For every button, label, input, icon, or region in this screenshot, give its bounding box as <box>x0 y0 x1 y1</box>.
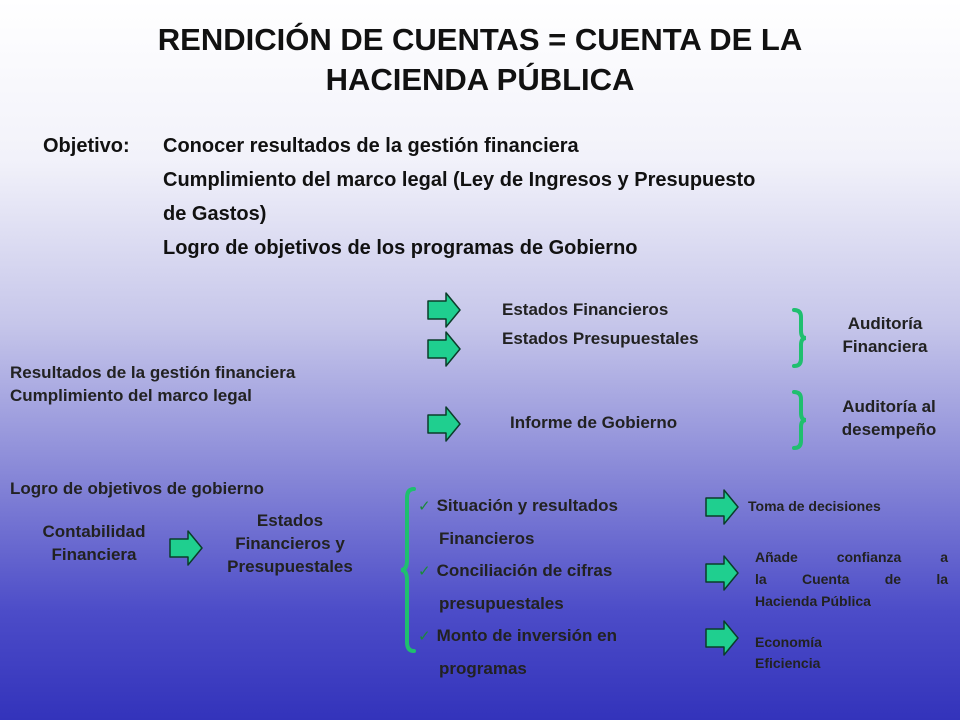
arrow-right-icon <box>704 489 740 525</box>
checkmark-icon: ✓ <box>418 563 431 580</box>
efficiency-line: Eficiencia <box>755 655 821 671</box>
title-line-2: HACIENDA PÚBLICA <box>325 62 635 97</box>
audit-financial-line-2: Financiera <box>842 337 928 356</box>
economy-text <box>755 632 822 674</box>
arrow-right-icon <box>426 406 462 442</box>
list-item-continuation: programas <box>439 659 527 678</box>
arrow-right-icon <box>168 530 204 566</box>
objective-label: Objetivo: <box>43 135 130 157</box>
arrow-right-icon <box>704 555 740 591</box>
arrow-right-icon <box>426 292 462 328</box>
curly-brace-icon <box>790 307 808 369</box>
statements-line-3: Presupuestales <box>227 557 353 576</box>
goals-text: Logro de objetivos de gobierno <box>10 479 265 498</box>
decisions-text: Toma de decisiones <box>748 498 881 514</box>
curly-brace-icon <box>790 389 808 451</box>
curly-brace-icon <box>398 486 416 654</box>
list-item: ✓ Situación y resultados <box>418 496 618 515</box>
check-list <box>418 490 618 685</box>
statements-text <box>200 509 380 578</box>
page-title <box>0 20 960 100</box>
statements-line-1: Estados <box>256 511 324 530</box>
audit-performance-line-1: Auditoría al <box>842 397 936 416</box>
objective-line-1: Conocer resultados de la gestión financiera <box>163 135 579 157</box>
gov-report-text: Informe de Gobierno <box>510 413 678 432</box>
fin-statements-text: Estados Financieros <box>502 300 669 319</box>
objective-line-2: Cumplimiento del marco legal (Ley de Ingresos y Presupuesto <box>163 169 756 191</box>
statements-line-2: Financieros y <box>235 534 345 553</box>
title-line-1: RENDICIÓN DE CUENTAS = CUENTA DE LA <box>157 22 803 57</box>
audit-financial-line-1: Auditoría <box>847 314 923 333</box>
arrow-right-icon <box>426 331 462 367</box>
results-text <box>10 361 295 407</box>
checkmark-icon: ✓ <box>418 628 431 645</box>
objective-line-4: Logro de objetivos de los programas de Gobierno <box>163 237 638 259</box>
results-line-1: Resultados de la gestión financiera <box>10 363 296 382</box>
audit-financial-text <box>820 312 950 358</box>
list-item: ✓ Monto de inversión en <box>418 626 617 645</box>
accounting-line-2: Financiera <box>51 545 137 564</box>
accounting-text <box>14 520 174 566</box>
confidence-line-3: Hacienda Pública <box>755 593 871 609</box>
results-line-2: Cumplimiento del marco legal <box>10 386 252 405</box>
audit-performance-line-2: desempeño <box>841 420 937 439</box>
confidence-text <box>755 546 948 612</box>
checkmark-icon: ✓ <box>418 498 431 515</box>
budget-statements-text: Estados Presupuestales <box>502 329 699 348</box>
accounting-line-1: Contabilidad <box>42 522 146 541</box>
list-item-continuation: presupuestales <box>439 594 564 613</box>
list-item: ✓ Conciliación de cifras <box>418 561 613 580</box>
audit-performance-text <box>820 395 958 441</box>
confidence-line-2: la Cuenta de la <box>755 571 948 587</box>
confidence-line-1: Añade confianza a <box>755 549 948 565</box>
objective-line-3: de Gastos) <box>163 203 267 225</box>
arrow-right-icon <box>704 620 740 656</box>
economy-line: Economía <box>755 634 822 650</box>
list-item-continuation: Financieros <box>439 529 535 548</box>
